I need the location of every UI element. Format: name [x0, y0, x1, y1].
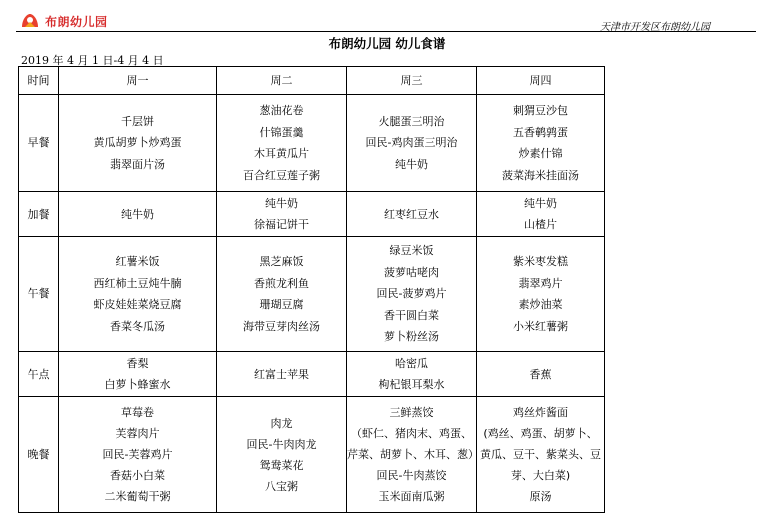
menu-table — [18, 66, 605, 513]
menu-item: 海带豆芽肉丝汤 — [243, 319, 320, 333]
menu-item: 纯牛奶 — [121, 207, 154, 221]
menu-item: 黄瓜胡萝卜炒鸡蛋 — [93, 136, 182, 150]
table-header-row — [19, 67, 605, 95]
school-emblem-icon — [19, 11, 41, 31]
menu-item: 肉龙 — [270, 416, 293, 430]
menu-item: 菠萝咕咾肉 — [384, 265, 439, 279]
menu-item: 回民-牛肉蒸饺 — [376, 469, 447, 482]
menu-item: 芹菜、胡萝卜、木耳、葱） — [347, 448, 479, 461]
menu-item: 百合红豆莲子粥 — [243, 168, 320, 182]
menu-item: 纯牛奶 — [395, 157, 428, 171]
menu-item: 什锦蛋羹 — [259, 125, 304, 139]
menu-item: 香菜冬瓜汤 — [110, 319, 165, 333]
menu-cell-thu — [477, 192, 605, 237]
menu-cell-thu — [477, 352, 605, 397]
menu-item: 刺猬豆沙包 — [513, 104, 568, 117]
menu-cell-thu — [477, 237, 605, 352]
menu-item: 回民-牛肉肉龙 — [246, 437, 317, 451]
menu-cell-mon — [59, 352, 217, 397]
date-range: 2019 年 4 月 1 日-4 月 4 日 — [21, 54, 164, 67]
menu-item: 千层饼 — [121, 114, 154, 128]
menu-item: 红富士苹果 — [254, 367, 309, 381]
menu-item: 徐福记饼干 — [254, 218, 309, 231]
day-header-thu: 周四 — [477, 67, 605, 95]
menu-item: 草莓卷 — [121, 406, 154, 419]
menu-item: 香煎龙利鱼 — [254, 276, 309, 290]
menu-item: 红薯米饭 — [115, 255, 160, 268]
meal-row — [19, 95, 605, 192]
menu-item: 白萝卜蜂蜜水 — [104, 378, 171, 391]
menu-item: 香蕉 — [529, 367, 552, 381]
menu-item: 回民-鸡肉蛋三明治 — [365, 136, 458, 150]
menu-item: 木耳黄瓜片 — [254, 147, 309, 160]
menu-item: 山楂片 — [524, 218, 557, 231]
menu-cell-mon — [59, 95, 217, 192]
menu-cell-mon — [59, 397, 217, 513]
menu-item: 紫米枣发糕 — [513, 255, 568, 268]
menu-cell-tue — [217, 397, 347, 513]
menu-cell-mon — [59, 237, 217, 352]
menu-cell-tue — [217, 95, 347, 192]
meal-label: 午餐 — [19, 237, 59, 352]
menu-item: （虾仁、猪肉末、鸡蛋、 — [351, 427, 472, 440]
menu-item: 芙蓉肉片 — [115, 427, 160, 440]
meal-row — [19, 192, 605, 237]
menu-item: 香干圆白菜 — [384, 308, 439, 322]
header-school-name: 天津市开发区布朗幼儿园 — [600, 22, 710, 33]
menu-item: 虾皮娃娃菜烧豆腐 — [93, 298, 182, 311]
menu-item: 回民-菠萝鸡片 — [376, 287, 447, 301]
corner-header: 时间 — [19, 67, 59, 95]
menu-item: (鸡丝、鸡蛋、胡萝卜、 — [483, 427, 598, 440]
menu-cell-wed — [347, 95, 477, 192]
menu-cell-thu — [477, 95, 605, 192]
menu-cell-wed — [347, 352, 477, 397]
menu-item: 菠菜海米挂面汤 — [502, 168, 579, 182]
menu-cell-thu — [477, 397, 605, 513]
menu-item: 黑芝麻饭 — [259, 255, 304, 268]
day-header-mon: 周一 — [59, 67, 217, 95]
menu-item: 鸳鸯菜花 — [259, 458, 304, 472]
menu-item: 红枣红豆水 — [384, 207, 439, 221]
menu-item: 西红柿土豆炖牛腩 — [93, 276, 182, 290]
day-header-wed: 周三 — [347, 67, 477, 95]
school-logo — [19, 10, 108, 32]
meal-label: 早餐 — [19, 95, 59, 192]
menu-item: 纯牛奶 — [265, 197, 298, 210]
menu-cell-wed — [347, 397, 477, 513]
menu-cell-tue — [217, 192, 347, 237]
meal-label: 加餐 — [19, 192, 59, 237]
menu-item: 五香鹌鹑蛋 — [513, 125, 568, 139]
header-divider — [16, 31, 756, 32]
meal-row — [19, 352, 605, 397]
logo-text: 布朗幼儿园 — [45, 14, 108, 29]
menu-cell-mon — [59, 192, 217, 237]
menu-item: 珊瑚豆腐 — [259, 298, 304, 311]
menu-item: 三鲜蒸饺 — [389, 406, 434, 419]
menu-item: 绿豆米饭 — [389, 244, 434, 258]
menu-item: 翡翠鸡片 — [518, 276, 563, 290]
menu-item: 纯牛奶 — [524, 197, 557, 210]
menu-cell-wed — [347, 237, 477, 352]
menu-item: 翡翠面片汤 — [110, 157, 165, 171]
menu-item: 黄瓜、豆干、紫菜头、豆 — [480, 448, 601, 461]
menu-item: 八宝粥 — [265, 479, 298, 493]
menu-item: 葱油花卷 — [259, 104, 304, 117]
menu-item: 二米葡萄干粥 — [104, 490, 171, 503]
menu-item: 萝卜粉丝汤 — [384, 330, 439, 344]
page-title: 布朗幼儿园 幼儿食谱 — [328, 36, 446, 51]
menu-item: 香菇小白菜 — [110, 469, 165, 482]
menu-item: 哈密瓜 — [395, 357, 428, 370]
menu-item: 玉米面南瓜粥 — [378, 490, 445, 503]
meal-row — [19, 237, 605, 352]
menu-item: 鸡丝炸酱面 — [513, 406, 568, 419]
menu-item: 火腿蛋三明治 — [378, 114, 445, 128]
meal-row — [19, 397, 605, 513]
meal-label: 晚餐 — [19, 397, 59, 513]
menu-cell-tue — [217, 237, 347, 352]
menu-item: 芽、大白菜) — [510, 469, 571, 482]
meal-label: 午点 — [19, 352, 59, 397]
menu-item: 原汤 — [529, 490, 552, 503]
menu-cell-wed — [347, 192, 477, 237]
menu-item: 小米红薯粥 — [513, 319, 568, 333]
menu-item: 炒素什锦 — [518, 147, 563, 160]
menu-item: 枸杞银耳梨水 — [378, 378, 445, 391]
day-header-tue: 周二 — [217, 67, 347, 95]
menu-item: 香梨 — [126, 357, 149, 370]
menu-item: 素炒油菜 — [518, 298, 563, 311]
menu-item: 回民-芙蓉鸡片 — [102, 448, 173, 461]
menu-cell-tue — [217, 352, 347, 397]
